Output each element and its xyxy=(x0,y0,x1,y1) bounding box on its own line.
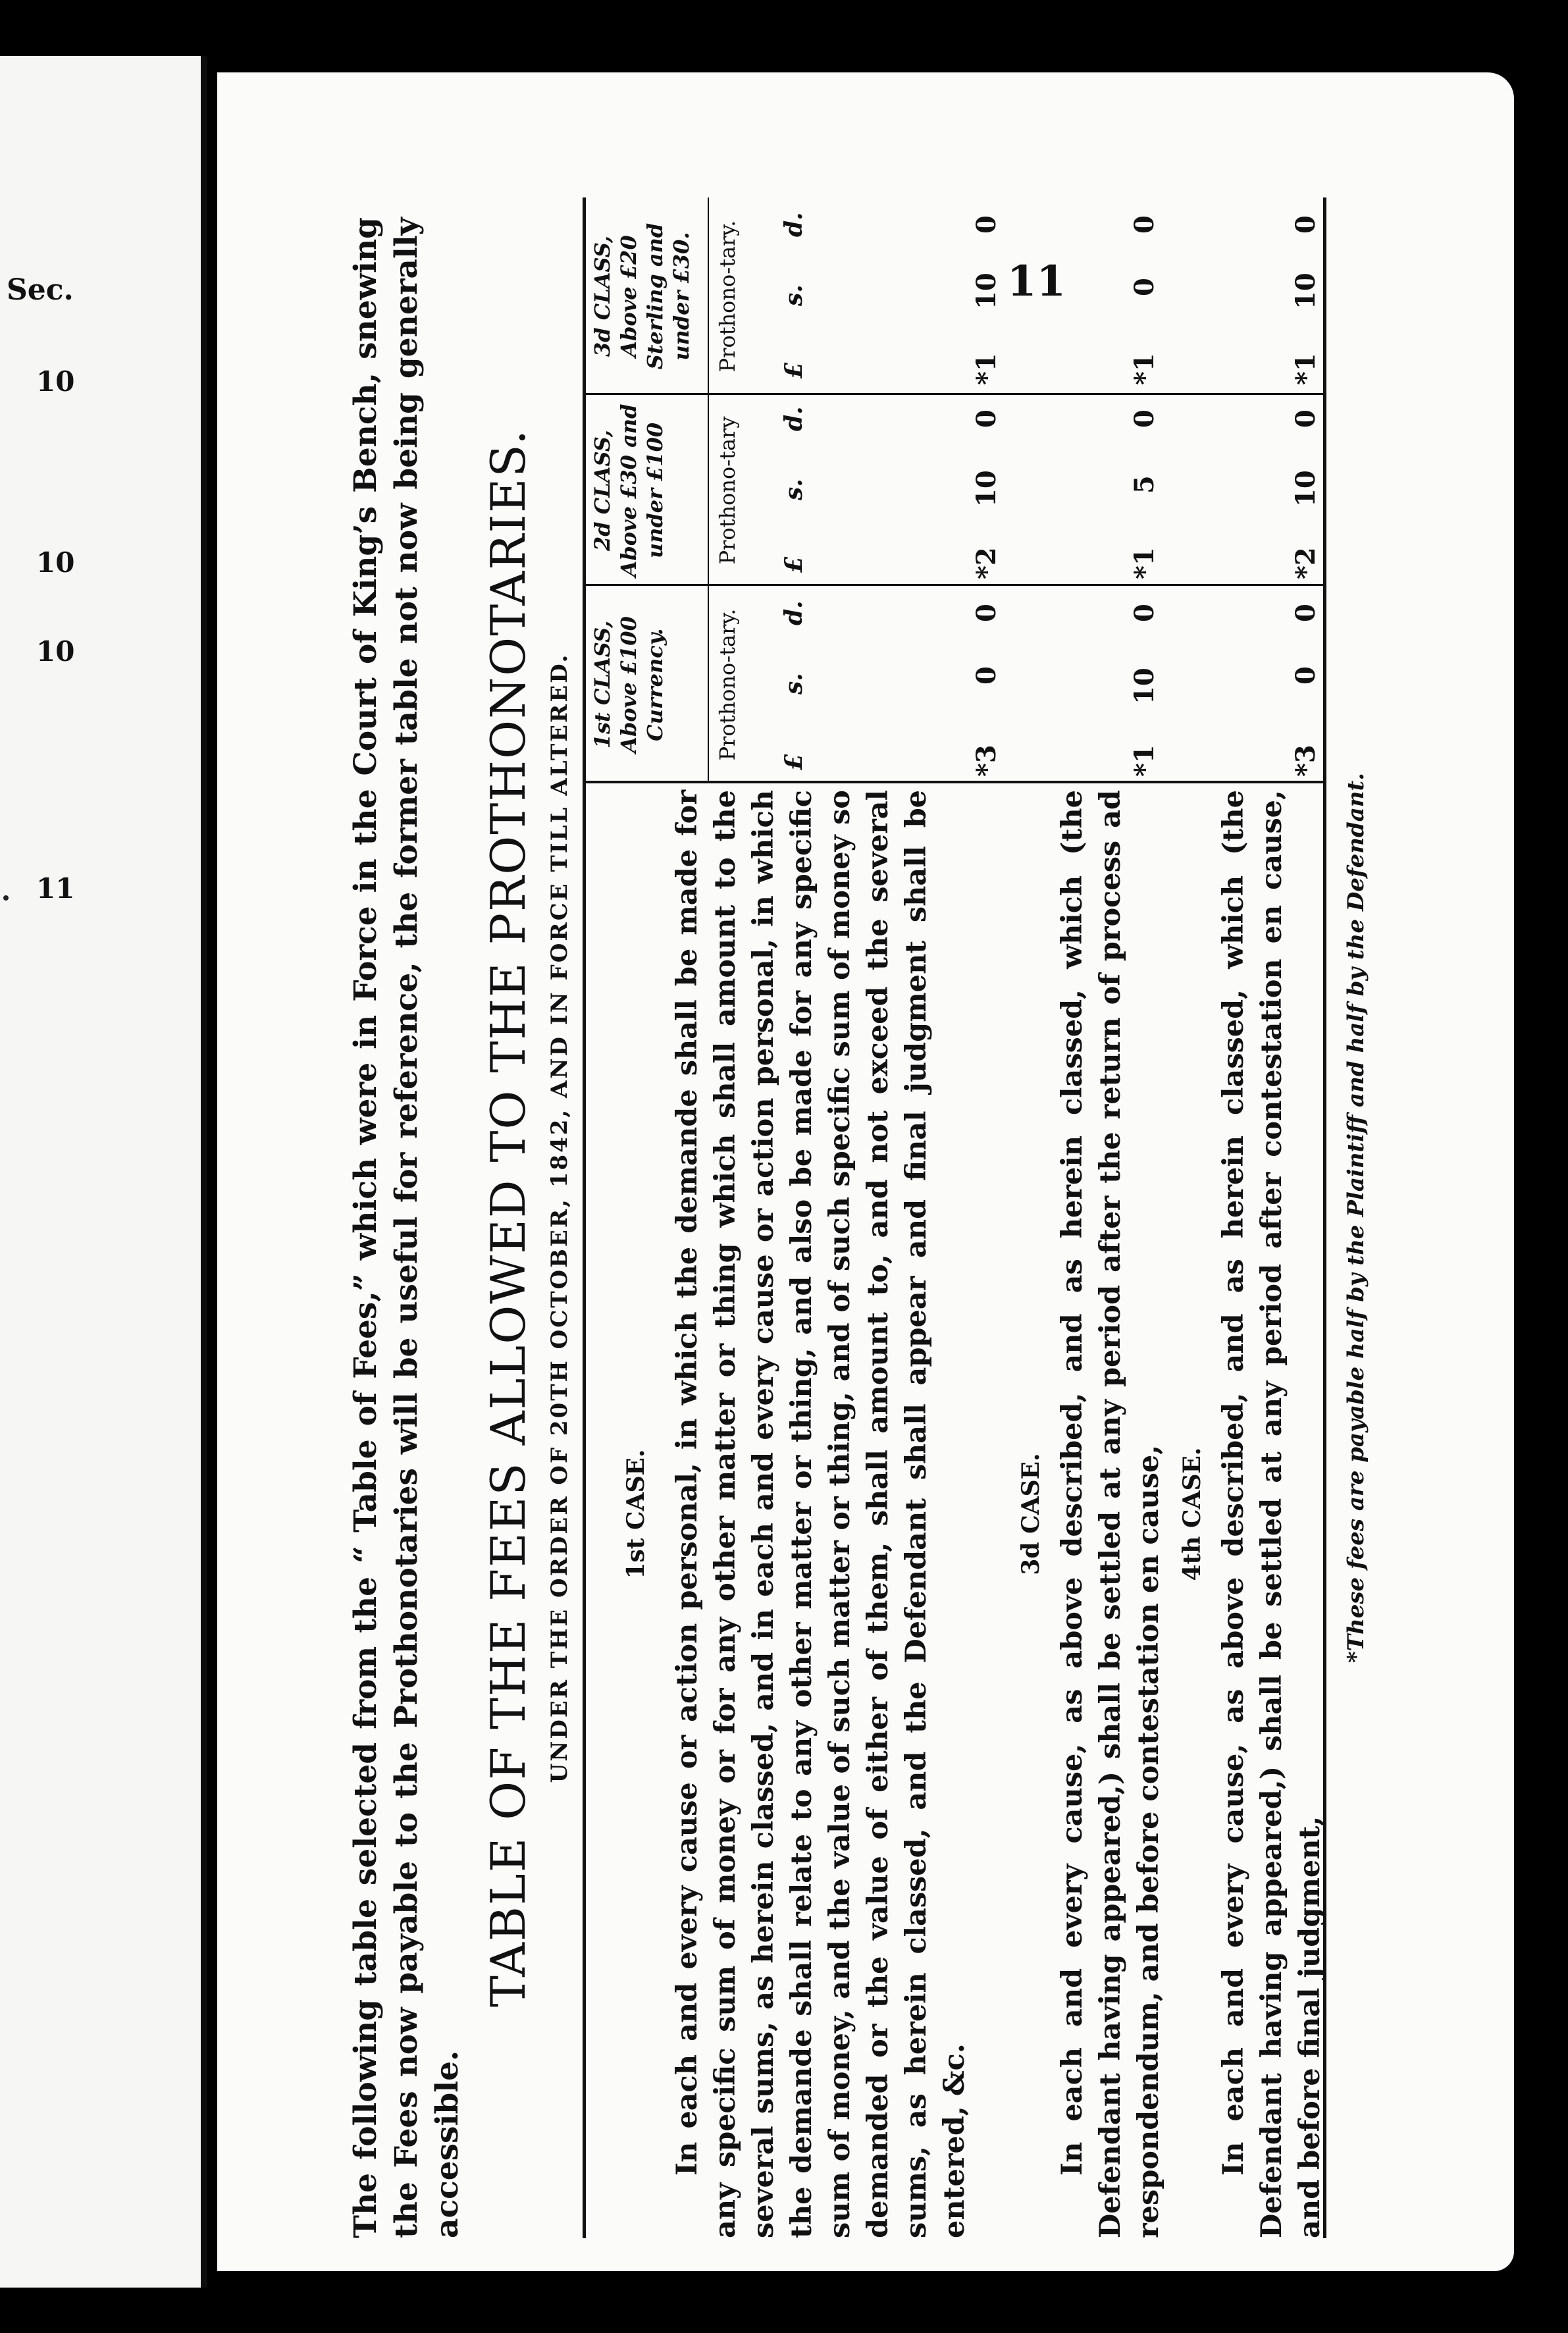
fee-shillings: 10 xyxy=(971,470,1002,507)
fee-shillings: 0 xyxy=(1290,666,1321,685)
column-divider xyxy=(583,584,1326,586)
fee-pence: 0 xyxy=(971,409,1002,428)
fee-shillings: 0 xyxy=(1129,278,1160,296)
case-text: In each and every cause, as above described, and as herein classed, which (the Defendant having appeared,) shall be settled at any period after contestation en cause, and before final judgment, xyxy=(1217,790,1326,2238)
shilling-unit: s. xyxy=(780,284,808,306)
pence-unit: d. xyxy=(780,406,808,431)
table-title: TABLE OF THE FEES ALLOWED TO THE PROTHONOTARIES. xyxy=(481,428,536,2008)
fee-pence: 0 xyxy=(1129,409,1160,428)
fee-shillings: 10 xyxy=(1129,668,1160,704)
footnote: *These fees are payable half by the Plaintiff and half by the Defendant. xyxy=(1343,772,1369,1664)
header-rule xyxy=(708,197,709,783)
fee-shillings: 10 xyxy=(1290,273,1321,309)
intro-paragraph: The following table selected from the “ Table of Fees,” which were in Force in the Court of King’s Bench, snewing the Fees now payable to the Prothonotaries will be useful for reference, the former table not now being generally accessible. xyxy=(348,217,465,2238)
fee-pence: 0 xyxy=(971,604,1002,622)
pence-unit: d. xyxy=(780,212,808,237)
fee-shillings: 5 xyxy=(1129,475,1160,494)
page-number: 11 xyxy=(1007,257,1066,306)
column-divider xyxy=(583,393,1326,395)
case-text: In each and every cause or action personal, in which the demande shall be made for any specific sum of money or for any other matter or thing which shall amount to the several sums, as herein classed, and in each and every cause or action personal, in which the demande shall relate to any other matter or thing, and also be made for any specific sum of money, and the value of such matter or thing, and of such specific sum of money so demanded or the value of either of them, shall amount to, and not exceed the several sums, as herein classed, and the Defendant shall appear and final judgment shall be entered, &c. xyxy=(671,790,971,2238)
fee-pence: 0 xyxy=(971,215,1002,234)
table-subtitle: UNDER THE ORDER OF 20TH OCTOBER, 1842, AND IN FORCE TILL ALTERED. xyxy=(546,652,573,1783)
column-subheader: Prothono-tary. xyxy=(715,608,740,761)
section-number: 11 xyxy=(36,872,75,904)
fee-pence: 0 xyxy=(1129,604,1160,622)
case-text: In each and every cause, as above described, and as herein classed, which (the Defendant having appeared,) shall be settled at any period after the return of process ad respondendum, and before contestation en cause, xyxy=(1056,790,1165,2238)
shilling-unit: s. xyxy=(780,673,808,695)
case-title: 1st CASE. xyxy=(622,1449,650,1579)
fee-pence: 0 xyxy=(1290,409,1321,428)
fee-pounds: *1 xyxy=(1290,353,1321,385)
fee-pounds: *1 xyxy=(971,353,1002,385)
leader-dot xyxy=(3,895,9,901)
case-title: 3d CASE. xyxy=(1017,1453,1045,1575)
section-number: 10 xyxy=(36,546,75,579)
pound-unit: £ xyxy=(780,361,808,379)
section-number: 10 xyxy=(36,635,75,668)
fee-pence: 0 xyxy=(1290,215,1321,234)
table-top-rule xyxy=(583,197,586,2238)
fee-pence: 0 xyxy=(1290,604,1321,622)
fee-shillings: 10 xyxy=(971,273,1002,309)
fee-table xyxy=(583,197,1326,2238)
column-header-3d-class: 3d CLASS, Above £20 Sterling and under £30. xyxy=(590,223,694,370)
fee-shillings: 10 xyxy=(1290,470,1321,507)
fee-pounds: *3 xyxy=(1290,745,1321,777)
fee-pounds: *1 xyxy=(1129,745,1160,777)
scan-background xyxy=(0,0,1568,53)
fee-pounds: *2 xyxy=(971,547,1002,579)
column-header-2d-class: 2d CLASS, Above £30 and under £100 xyxy=(590,404,667,577)
fee-pounds: *2 xyxy=(1290,547,1321,579)
fee-pounds: *1 xyxy=(1129,353,1160,385)
fee-shillings: 0 xyxy=(971,666,1002,685)
fee-pounds: *1 xyxy=(1129,547,1160,579)
column-header-1st-class: 1st CLASS, Above £100 Currency. xyxy=(590,616,667,753)
column-subheader: Prothono-tary xyxy=(715,416,740,565)
case-title: 4th CASE. xyxy=(1178,1447,1206,1581)
fee-pence: 0 xyxy=(1129,215,1160,234)
column-subheader: Prothono-tary. xyxy=(715,220,740,373)
pound-unit: £ xyxy=(780,556,808,573)
previous-page-edge xyxy=(0,56,207,2288)
pence-unit: d. xyxy=(780,600,808,625)
section-heading: Sec. xyxy=(7,273,74,307)
pound-unit: £ xyxy=(780,753,808,770)
fee-pounds: *3 xyxy=(971,745,1002,777)
shilling-unit: s. xyxy=(780,479,808,500)
section-number: 10 xyxy=(36,365,75,398)
rotated-content xyxy=(346,197,1369,2238)
column-divider xyxy=(583,781,1326,783)
